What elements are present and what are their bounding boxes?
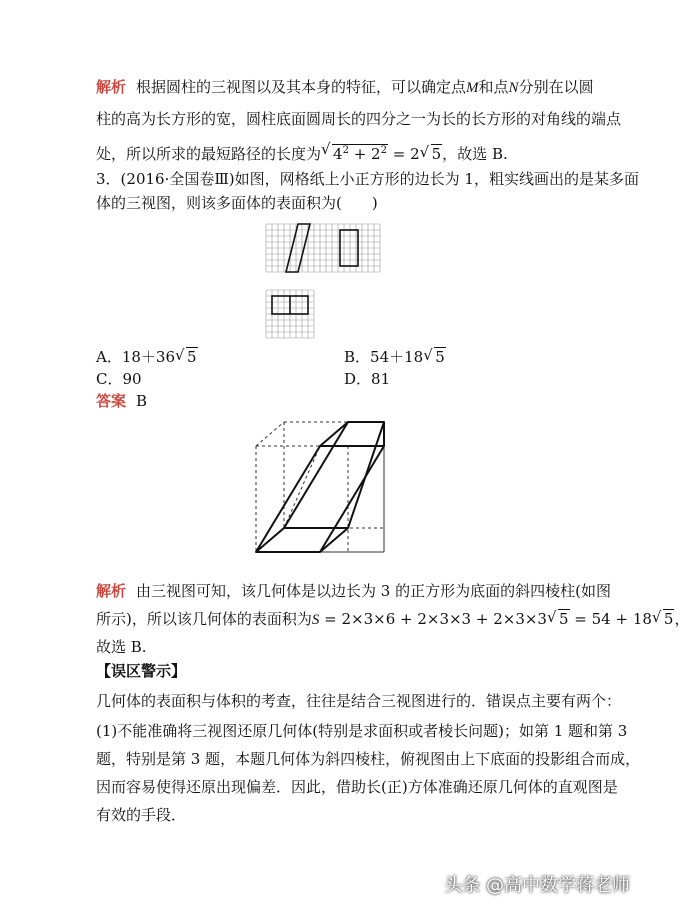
radical-expression: √ $4^2 + 2^2$ bbox=[321, 140, 388, 165]
question-3-line-2: 体的三视图，则该多面体的表面积为( ) bbox=[96, 194, 378, 212]
solution-1-line-3: 处，所以所求的最短路径的长度为√ $4^2 + 2^2 = 2√$ 5，故选 B. bbox=[96, 140, 508, 165]
answer-line bbox=[96, 390, 147, 412]
warning-title: 【误区警示】 bbox=[96, 662, 187, 680]
solution-1-line-1: 解析 根据圆柱的三视图以及其本身的特征，可以确定点M和点N分别在以圆 bbox=[96, 78, 594, 96]
solution-3-line-2: 所示)，所以该几何体的表面积为S = 2×3×6 + 2×3×3 + 2×3×3√ 5 = 54 + 18√ 5， bbox=[96, 608, 689, 631]
warning-line-4: 因而容易使得还原出现偏差．因此，借助长(正)方体准确还原几何体的直观图是 bbox=[96, 778, 618, 796]
solution-3-line-3: 故选 B. bbox=[96, 638, 147, 656]
warning-line-1: 几何体的表面积与体积的考查，往往是结合三视图进行的．错误点主要有两个： bbox=[96, 692, 622, 710]
solution-1-line-2: 柱的高为长方形的宽，圆柱底面圆周长的四分之一为长的长方形的对角线的端点 bbox=[96, 110, 622, 128]
option-a[interactable]: A．18＋36√ 5 bbox=[96, 346, 198, 368]
option-c[interactable]: C．90 bbox=[96, 370, 142, 388]
answer-label: 答案 bbox=[96, 392, 127, 410]
grid-front-side bbox=[266, 224, 380, 272]
question-3-line-1: 3．(2016·全国卷Ⅲ)如图，网格纸上小正方形的边长为 1，粗实线画出的是某多面 bbox=[96, 170, 639, 188]
solution-3-line-1: 解析 由三视图可知，该几何体是以边长为 3 的正方形为底面的斜四棱柱(如图 bbox=[96, 582, 611, 600]
warning-line-2: (1)不能准确将三视图还原几何体(特别是求面积或者棱长问题)；如第 1 题和第 3 bbox=[96, 722, 628, 740]
oblique-prism-figure bbox=[244, 412, 396, 560]
three-view-figure bbox=[264, 222, 384, 338]
option-b[interactable]: B．54＋18√ 5 bbox=[344, 346, 446, 368]
watermark: 头条 @高中数学蒋老师 bbox=[444, 875, 630, 896]
warning-line-5: 有效的手段． bbox=[96, 806, 187, 824]
analysis-label: 解析 bbox=[96, 78, 127, 96]
option-d[interactable]: D．81 bbox=[344, 370, 391, 388]
warning-line-3: 题，特别是第 3 题，本题几何体为斜四棱柱，俯视图由上下底面的投影组合而成， bbox=[96, 750, 641, 768]
answer-value: B bbox=[136, 392, 148, 410]
analysis-label-2: 解析 bbox=[96, 582, 127, 600]
